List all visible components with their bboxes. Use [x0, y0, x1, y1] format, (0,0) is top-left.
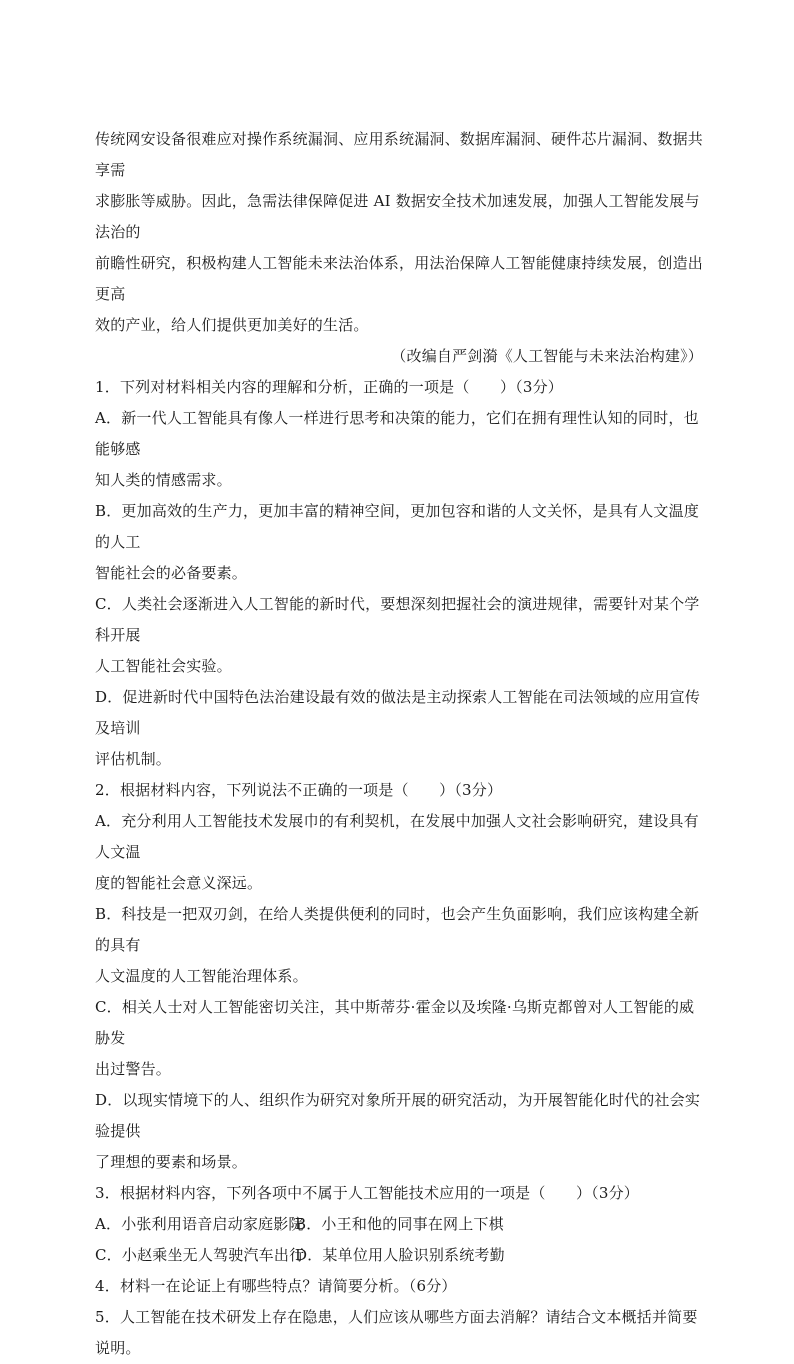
option-c	[95, 992, 703, 1085]
option-line: 评估机制。	[95, 750, 172, 768]
option-d	[95, 1085, 703, 1178]
question-stem: 4．材料一在论证上有哪些特点？请简要分析。（6分）	[95, 1277, 457, 1295]
option-b	[95, 899, 703, 992]
option-line: 出过警告。	[95, 1060, 172, 1078]
option-line: 知人类的情感需求。	[95, 471, 232, 489]
option-b	[95, 496, 703, 589]
question-stem: 2．根据材料内容，下列说法不正确的一项是（ ）（3分）	[95, 781, 503, 799]
option-line: C．人类社会逐渐进入人工智能的新时代，要想深刻把握社会的演进规律，需要针对某个学科开展	[95, 595, 700, 644]
option-line: 度的智能社会意义深远。	[95, 874, 263, 892]
option-line: B．科技是一把双刃剑，在给人类提供便利的同时，也会产生负面影响，我们应该构建全新的具有	[95, 905, 700, 954]
passage-paragraph	[95, 124, 703, 341]
question-stem: 3．根据材料内容，下列各项中不属于人工智能技术应用的一项是（ ）（3分）	[95, 1184, 639, 1202]
question-4	[95, 1271, 703, 1302]
option-line: 了理想的要素和场景。	[95, 1153, 248, 1171]
option-a	[95, 403, 703, 496]
passage-line: 求膨胀等威胁。因此，急需法律保障促进 AI 数据安全技术加速发展，加强人工智能发展与法治的	[95, 192, 700, 241]
question-stem: 5．人工智能在技术研发上存在隐患，人们应该从哪些方面去消解？请结合文本概括并简要说明。	[95, 1308, 698, 1357]
option-line: 人工智能社会实验。	[95, 657, 232, 675]
question-2	[95, 775, 703, 1178]
option-d	[95, 682, 703, 775]
document-body	[95, 124, 703, 1364]
option-line: 人文温度的人工智能治理体系。	[95, 967, 308, 985]
option-row-ab	[95, 1209, 703, 1240]
question-1	[95, 372, 703, 775]
passage-line: 前瞻性研究，积极构建人工智能未来法治体系，用法治保障人工智能健康持续发展，创造出更高	[95, 254, 704, 303]
passage-source: （改编自严剑漪《人工智能与未来法治构建》）	[391, 347, 703, 365]
question-5	[95, 1302, 703, 1364]
question-stem: 1．下列对材料相关内容的理解和分析，正确的一项是（ ）（3分）	[95, 378, 563, 396]
option-line: D．促进新时代中国特色法治建设最有效的做法是主动探索人工智能在司法领域的应用宣传及培训	[95, 688, 701, 737]
passage-line: 传统网安设备很难应对操作系统漏洞、应用系统漏洞、数据库漏洞、硬件芯片漏洞、数据共享需	[95, 130, 704, 179]
option-line: 智能社会的必备要素。	[95, 564, 248, 582]
option-b: B．小王和他的同事在网上下棋	[295, 1215, 504, 1233]
option-a	[95, 806, 703, 899]
option-a: A．小张利用语音启动家庭影院	[95, 1215, 304, 1233]
option-c: C．小赵乘坐无人驾驶汽车出行	[95, 1246, 305, 1264]
option-row-cd	[95, 1240, 703, 1271]
option-line: C．相关人士对人工智能密切关注，其中斯蒂芬·霍金以及埃隆·乌斯克都曾对人工智能的威胁发	[95, 998, 695, 1047]
question-3	[95, 1178, 703, 1271]
option-line: D．以现实情境下的人、组织作为研究对象所开展的研究活动，为开展智能化时代的社会实验提供	[95, 1091, 701, 1140]
option-d: D．某单位用人脸识别系统考勤	[295, 1246, 505, 1264]
option-c	[95, 589, 703, 682]
option-line: A．新一代人工智能具有像人一样进行思考和决策的能力，它们在拥有理性认知的同时，也能够感	[95, 409, 699, 458]
option-line: B．更加高效的生产力，更加丰富的精神空间，更加包容和谐的人文关怀，是具有人文温度的人工	[95, 502, 700, 551]
passage-line: 效的产业，给人们提供更加美好的生活。	[95, 316, 369, 334]
option-line: A．充分利用人工智能技术发展巾的有利契机，在发展中加强人文社会影响研究，建设具有人文温	[95, 812, 699, 861]
